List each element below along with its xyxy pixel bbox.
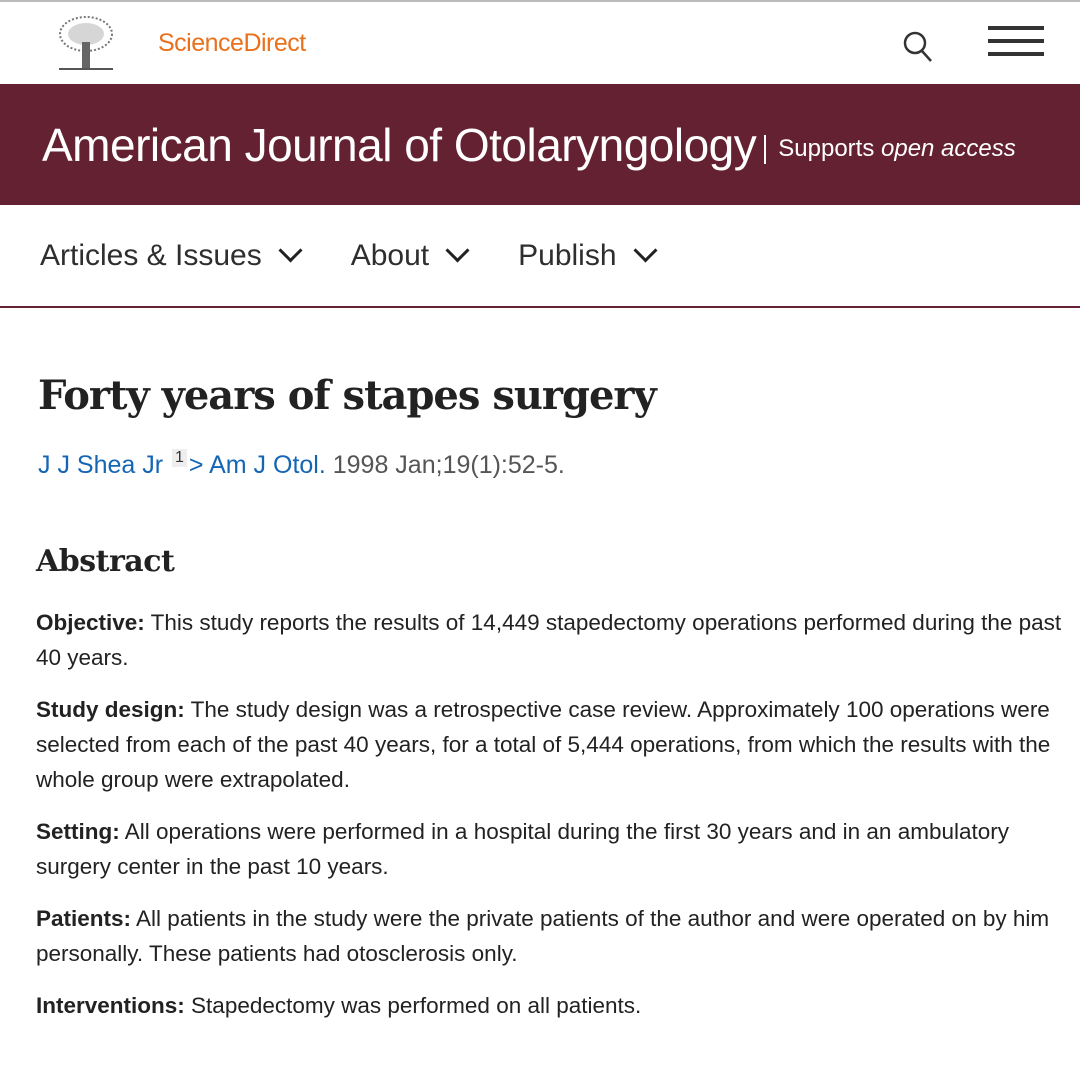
nav-label: Publish (518, 238, 617, 272)
journal-title[interactable]: American Journal of Otolaryngology (42, 118, 757, 171)
article-title: Forty years of stapes surgery (38, 372, 656, 419)
citation-line (38, 451, 565, 480)
section-label: Setting: (36, 819, 120, 844)
chevron-down-icon (446, 238, 470, 262)
section-text: The study design was a retrospective case review. Approximately 100 operations were selected from each of the past 40 years, for a total of 5,444 operations, from which the results with the whole group were extrapolated. (36, 697, 1051, 792)
oa-prefix: Supports (778, 135, 875, 163)
chevron-down-icon (278, 238, 302, 262)
chevron-down-icon (633, 238, 657, 262)
top-bar (0, 2, 1080, 82)
section-text: This study reports the results of 14,449 stapedectomy operations performed during the past 40 years. (36, 610, 1062, 670)
nav-publish[interactable] (518, 239, 653, 273)
elsevier-logo-icon[interactable] (55, 14, 117, 72)
abstract-interventions (36, 988, 1066, 1023)
abstract-patients (36, 901, 1066, 971)
abstract-study-design (36, 692, 1066, 797)
section-text: All patients in the study were the private patients of the author and were operated on by him personally. These patients had otosclerosis only. (36, 906, 1050, 966)
journal-nav (0, 205, 1080, 308)
abstract-objective (36, 605, 1066, 675)
journal-banner (0, 84, 1080, 205)
affiliation-badge[interactable]: 1 (172, 449, 187, 467)
section-label: Interventions: (36, 993, 185, 1018)
open-access-note (764, 135, 1016, 164)
nav-about[interactable] (351, 239, 466, 273)
section-text: Stapedectomy was performed on all patients. (191, 993, 642, 1018)
chevron-right-icon[interactable]: > (188, 451, 204, 479)
nav-label: Articles & Issues (40, 238, 262, 272)
section-label: Patients: (36, 906, 132, 931)
citation-details: 1998 Jan;19(1):52-5. (332, 451, 565, 479)
abstract-heading: Abstract (36, 544, 175, 579)
abstract-setting (36, 814, 1066, 884)
journal-link[interactable]: Am J Otol. (209, 451, 326, 479)
section-text: All operations were performed in a hospital during the first 30 years and in an ambulatory surgery center in the past 10 years. (36, 819, 1010, 879)
hamburger-menu-icon[interactable] (988, 26, 1044, 58)
nav-label: About (350, 238, 430, 272)
search-icon[interactable] (902, 30, 934, 64)
section-label: Study design: (36, 697, 185, 722)
abstract-body (36, 605, 1066, 1040)
nav-articles-issues[interactable] (40, 239, 299, 273)
author-link[interactable]: J J Shea Jr (38, 451, 164, 479)
oa-italic: open access (881, 135, 1016, 163)
section-label: Objective: (36, 610, 145, 635)
sciencedirect-brand[interactable]: ScienceDirect (158, 29, 306, 57)
